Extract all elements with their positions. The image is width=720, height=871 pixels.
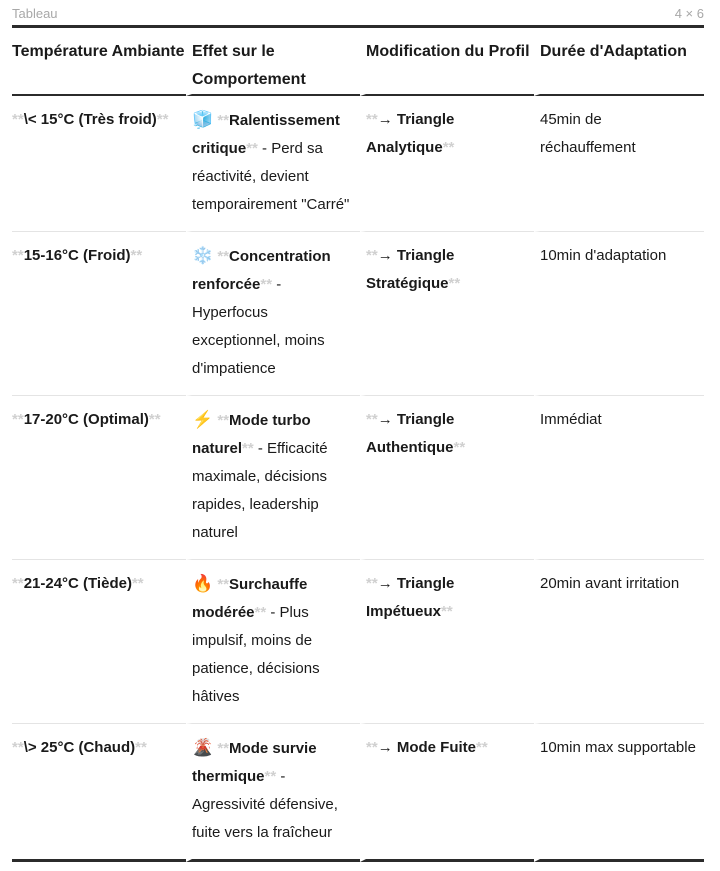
- effect-title: Mode turbo naturel: [192, 412, 311, 457]
- effect-cell[interactable]: [186, 724, 360, 862]
- effect-description: - Hyperfocus exceptionnel, moins d'impatience: [192, 276, 325, 377]
- profile-label: → Triangle Impétueux: [366, 575, 455, 620]
- effect-title: Surchauffe modérée: [192, 576, 308, 621]
- profile-cell[interactable]: [360, 560, 534, 724]
- markdown-marker: **: [366, 575, 378, 592]
- temperature-label: 21-24°C (Tiède): [23, 575, 132, 592]
- markdown-marker: **: [366, 111, 378, 128]
- table-toolbar: [12, 4, 704, 22]
- markdown-marker: **: [217, 576, 230, 593]
- markdown-marker: **: [442, 139, 455, 156]
- duration-label: 10min d'adaptation: [540, 247, 667, 264]
- temperature-label: \< 15°C (Très froid): [23, 111, 157, 128]
- duration-cell[interactable]: [534, 396, 704, 560]
- effect-title: Mode survie thermique: [192, 740, 317, 785]
- profile-cell[interactable]: [360, 232, 534, 396]
- duration-cell[interactable]: [534, 232, 704, 396]
- table-row: [12, 232, 704, 396]
- temperature-cell[interactable]: [12, 560, 186, 724]
- effect-cell[interactable]: [186, 232, 360, 396]
- markdown-marker: **: [366, 247, 378, 264]
- markdown-marker: **: [453, 439, 466, 456]
- profile-cell[interactable]: [360, 396, 534, 560]
- markdown-marker: **: [131, 575, 144, 592]
- profile-label: → Mode Fuite: [377, 739, 477, 756]
- column-header-profile[interactable]: Modification du Profil: [360, 28, 534, 96]
- markdown-marker: **: [254, 604, 267, 621]
- temperature-label: 17-20°C (Optimal): [23, 411, 149, 428]
- lightning-icon: ⚡: [192, 410, 214, 429]
- markdown-marker: **: [12, 739, 24, 756]
- effect-cell[interactable]: [186, 560, 360, 724]
- profile-label: → Triangle Authentique: [366, 411, 455, 456]
- data-table: [12, 25, 704, 862]
- markdown-marker: **: [135, 739, 147, 756]
- duration-cell[interactable]: [534, 724, 704, 862]
- duration-label: 20min avant irritation: [540, 575, 680, 592]
- temperature-cell[interactable]: [12, 232, 186, 396]
- column-header-duration[interactable]: Durée d'Adaptation: [534, 28, 704, 96]
- markdown-marker: **: [260, 276, 273, 293]
- effect-description: - Perd sa réactivité, devient temporairement "Carré": [192, 140, 350, 213]
- markdown-marker: **: [12, 111, 24, 128]
- volcano-icon: 🌋: [192, 738, 214, 757]
- effect-description: - Plus impulsif, moins de patience, décisions hâtives: [192, 604, 320, 705]
- markdown-marker: **: [242, 440, 254, 457]
- duration-label: 45min de réchauffement: [540, 111, 636, 156]
- markdown-marker: **: [441, 603, 453, 620]
- snowflake-icon: ❄️: [192, 246, 214, 265]
- markdown-marker: **: [366, 739, 378, 756]
- effect-cell[interactable]: [186, 96, 360, 232]
- markdown-marker: **: [246, 140, 258, 157]
- profile-label: → Triangle Stratégique: [366, 247, 455, 292]
- markdown-marker: **: [366, 411, 378, 428]
- table-header-row: [12, 28, 704, 96]
- column-header-temperature[interactable]: Température Ambiante: [12, 28, 186, 96]
- profile-cell[interactable]: [360, 724, 534, 862]
- table-row: [12, 96, 704, 232]
- table-row: [12, 560, 704, 724]
- ice-cube-icon: 🧊: [192, 110, 214, 129]
- markdown-marker: **: [476, 739, 488, 756]
- markdown-marker: **: [217, 412, 230, 429]
- effect-description: - Efficacité maximale, décisions rapides, leadership naturel: [192, 440, 328, 541]
- duration-label: Immédiat: [540, 411, 602, 428]
- temperature-cell[interactable]: [12, 396, 186, 560]
- duration-cell[interactable]: [534, 96, 704, 232]
- markdown-marker: **: [12, 411, 24, 428]
- fire-icon: 🔥: [192, 574, 214, 593]
- duration-cell[interactable]: [534, 560, 704, 724]
- temperature-label: 15-16°C (Froid): [23, 247, 131, 264]
- markdown-marker: **: [264, 768, 277, 785]
- effect-description: - Agressivité défensive, fuite vers la fraîcheur: [192, 768, 338, 841]
- effect-title: Ralentissement critique: [192, 112, 340, 157]
- duration-label: 10min max supportable: [540, 739, 696, 756]
- temperature-label: \> 25°C (Chaud): [23, 739, 136, 756]
- profile-cell[interactable]: [360, 96, 534, 232]
- profile-label: → Triangle Analytique: [366, 111, 455, 156]
- table-row: [12, 396, 704, 560]
- table-title: Tableau: [12, 5, 58, 21]
- markdown-marker: **: [448, 275, 461, 292]
- effect-cell[interactable]: [186, 396, 360, 560]
- markdown-marker: **: [12, 575, 24, 592]
- markdown-marker: **: [217, 740, 230, 757]
- markdown-marker: **: [130, 247, 143, 264]
- table-dimensions: 4 × 6: [674, 5, 704, 21]
- markdown-marker: **: [217, 112, 230, 129]
- table-row: [12, 724, 704, 862]
- temperature-cell[interactable]: [12, 96, 186, 232]
- markdown-marker: **: [148, 411, 161, 428]
- effect-title: Concentration renforcée: [192, 248, 331, 293]
- temperature-cell[interactable]: [12, 724, 186, 862]
- column-header-effect[interactable]: Effet sur le Comportement: [186, 28, 360, 96]
- markdown-marker: **: [156, 111, 169, 128]
- markdown-marker: **: [12, 247, 24, 264]
- markdown-marker: **: [217, 248, 230, 265]
